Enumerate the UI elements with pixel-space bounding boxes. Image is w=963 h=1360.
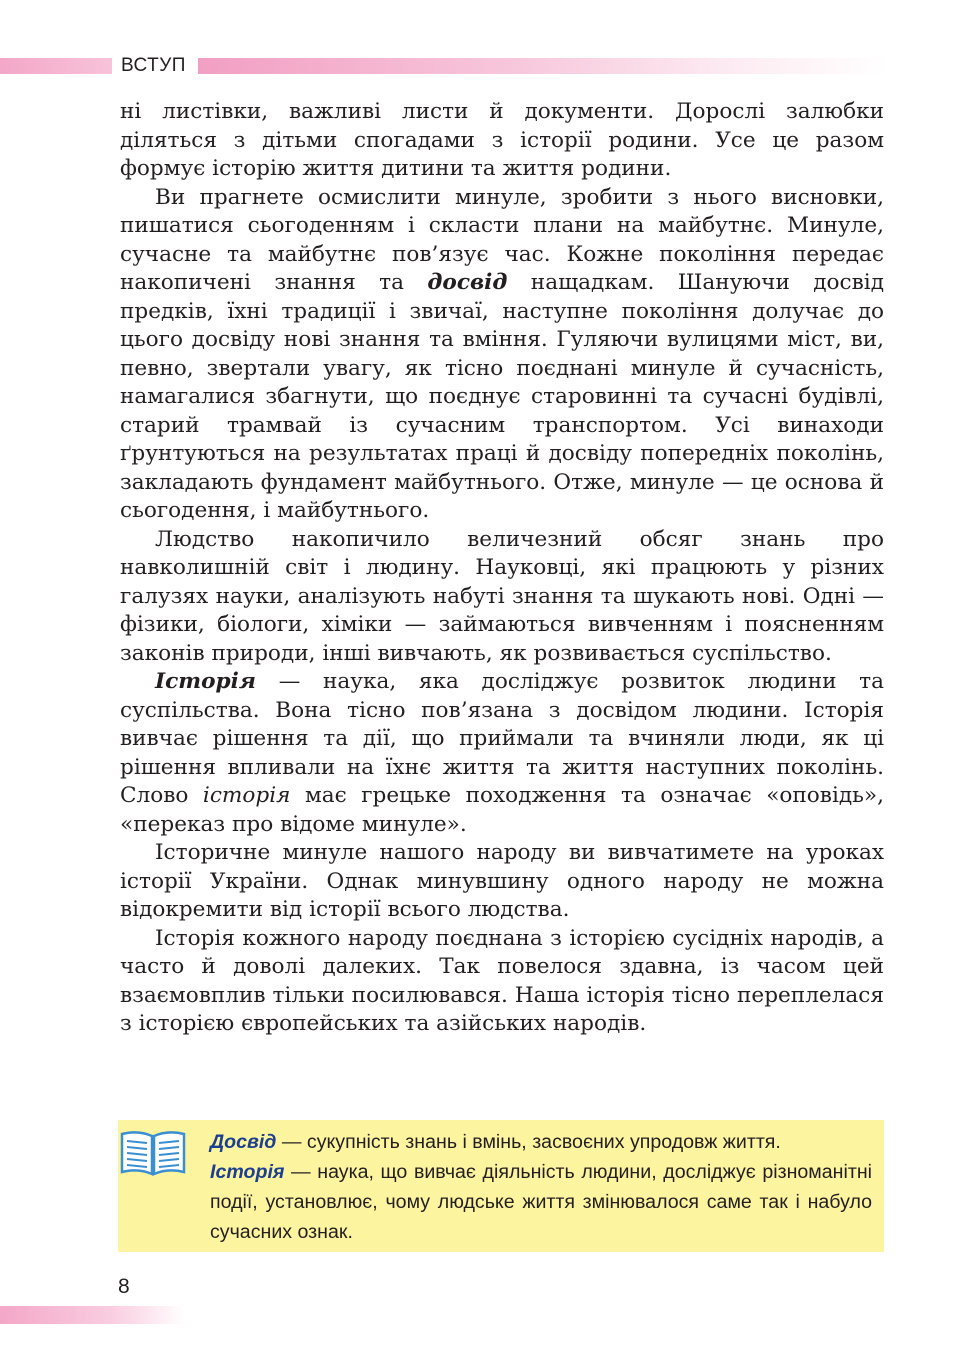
body-paragraph [120, 668, 884, 839]
italic-term: історія [202, 783, 291, 808]
text-run: Ви прагнете осмислити минуле, зробити з нього висновки, пишатися сьогоденням і скласти плани на майбутнє. Минуле, сучасне та майбутнє пов’язує час. Кожне покоління передає накопичені знання та [120, 184, 884, 295]
open-book-icon [118, 1124, 188, 1178]
text-run: Історія кожного народу поєднана з історією сусідніх народів, а часто й доволі далеких. Так повелося здавна, із часом цей взаємовплив тільки посилювався. Наша історія тісно переплелася з історією європейських та азійських народів. [120, 925, 884, 1036]
main-text [120, 98, 884, 1039]
text-run: Історичне минуле нашого народу ви вивчатимете на уроках історії України. Однак минувшину одного народу не можна відокремити від історії всього людства. [120, 840, 884, 922]
header-band-left [0, 58, 112, 74]
definition-text: — наука, що вивчає діяльність людини, досліджує різноманітні події, установлює, чому людське життя змінювалося саме так і набуло сучасних ознак. [210, 1161, 872, 1243]
footer-band [0, 1306, 185, 1324]
text-run: має грецьке походження та означає «оповідь», «переказ про відоме минуле». [120, 783, 884, 837]
key-term: Історія [155, 669, 256, 694]
body-paragraph [120, 526, 884, 669]
definition-text: — сукупність знань і вмінь, засвоєних упродовж життя. [276, 1131, 781, 1153]
text-run: нащадкам. Шануючи досвід предків, їхні традиції і звичаї, наступне покоління долучає до цього досвіду нові знання та вміння. Гуляючи вулицями міст, ви, певно, звертали увагу, як тісно поєднані минуле й сучасність, намагалися збагнути, що поєднує старовинні та сучасні будівлі, старий трамвай із сучасним транспортом. Усі винаходи ґрунтуються на результатах праці й досвіду попередніх поколінь, закладають фундамент майбутнього. Отже, минуле — це основа й сьогодення, і майбутнього. [120, 270, 885, 523]
header-band-right [198, 58, 888, 74]
definition-term: Історія [210, 1161, 285, 1183]
key-term: досвід [427, 270, 508, 295]
page-number: 8 [118, 1275, 130, 1298]
definition-term: Досвід [210, 1131, 277, 1153]
text-run: Людство накопичило величезний обсяг знань про навколишній світ і людину. Науковці, які працюють у різних галузях науки, аналізують набуті знання та шукають нові. Одні — фізики, біологи, хіміки — займаються вивченням і поясненням законів природи, інші вивчають, як розвивається суспільство. [120, 526, 884, 666]
definition-item [210, 1127, 872, 1157]
text-run: — наука, яка досліджує розвиток людини та суспільства. Вона тісно пов’язана з досвідом людини. Історія вивчає рішення та дії, що приймали та вчиняли люди, як ці рішення впливали на їхнє життя та життя наступних поколінь. Слово [120, 669, 884, 808]
definition-item [210, 1157, 872, 1247]
definitions [210, 1127, 872, 1247]
text-run: ні листівки, важливі листи й документи. Дорослі залюбки діляться з дітьми спогадами з історії родини. Усе це разом формує історію життя дитини та життя родини. [120, 99, 884, 181]
section-label: ВСТУП [117, 53, 190, 79]
body-paragraph [120, 839, 884, 925]
body-paragraph [120, 98, 884, 184]
body-paragraph [120, 184, 884, 526]
body-paragraph [120, 925, 884, 1039]
